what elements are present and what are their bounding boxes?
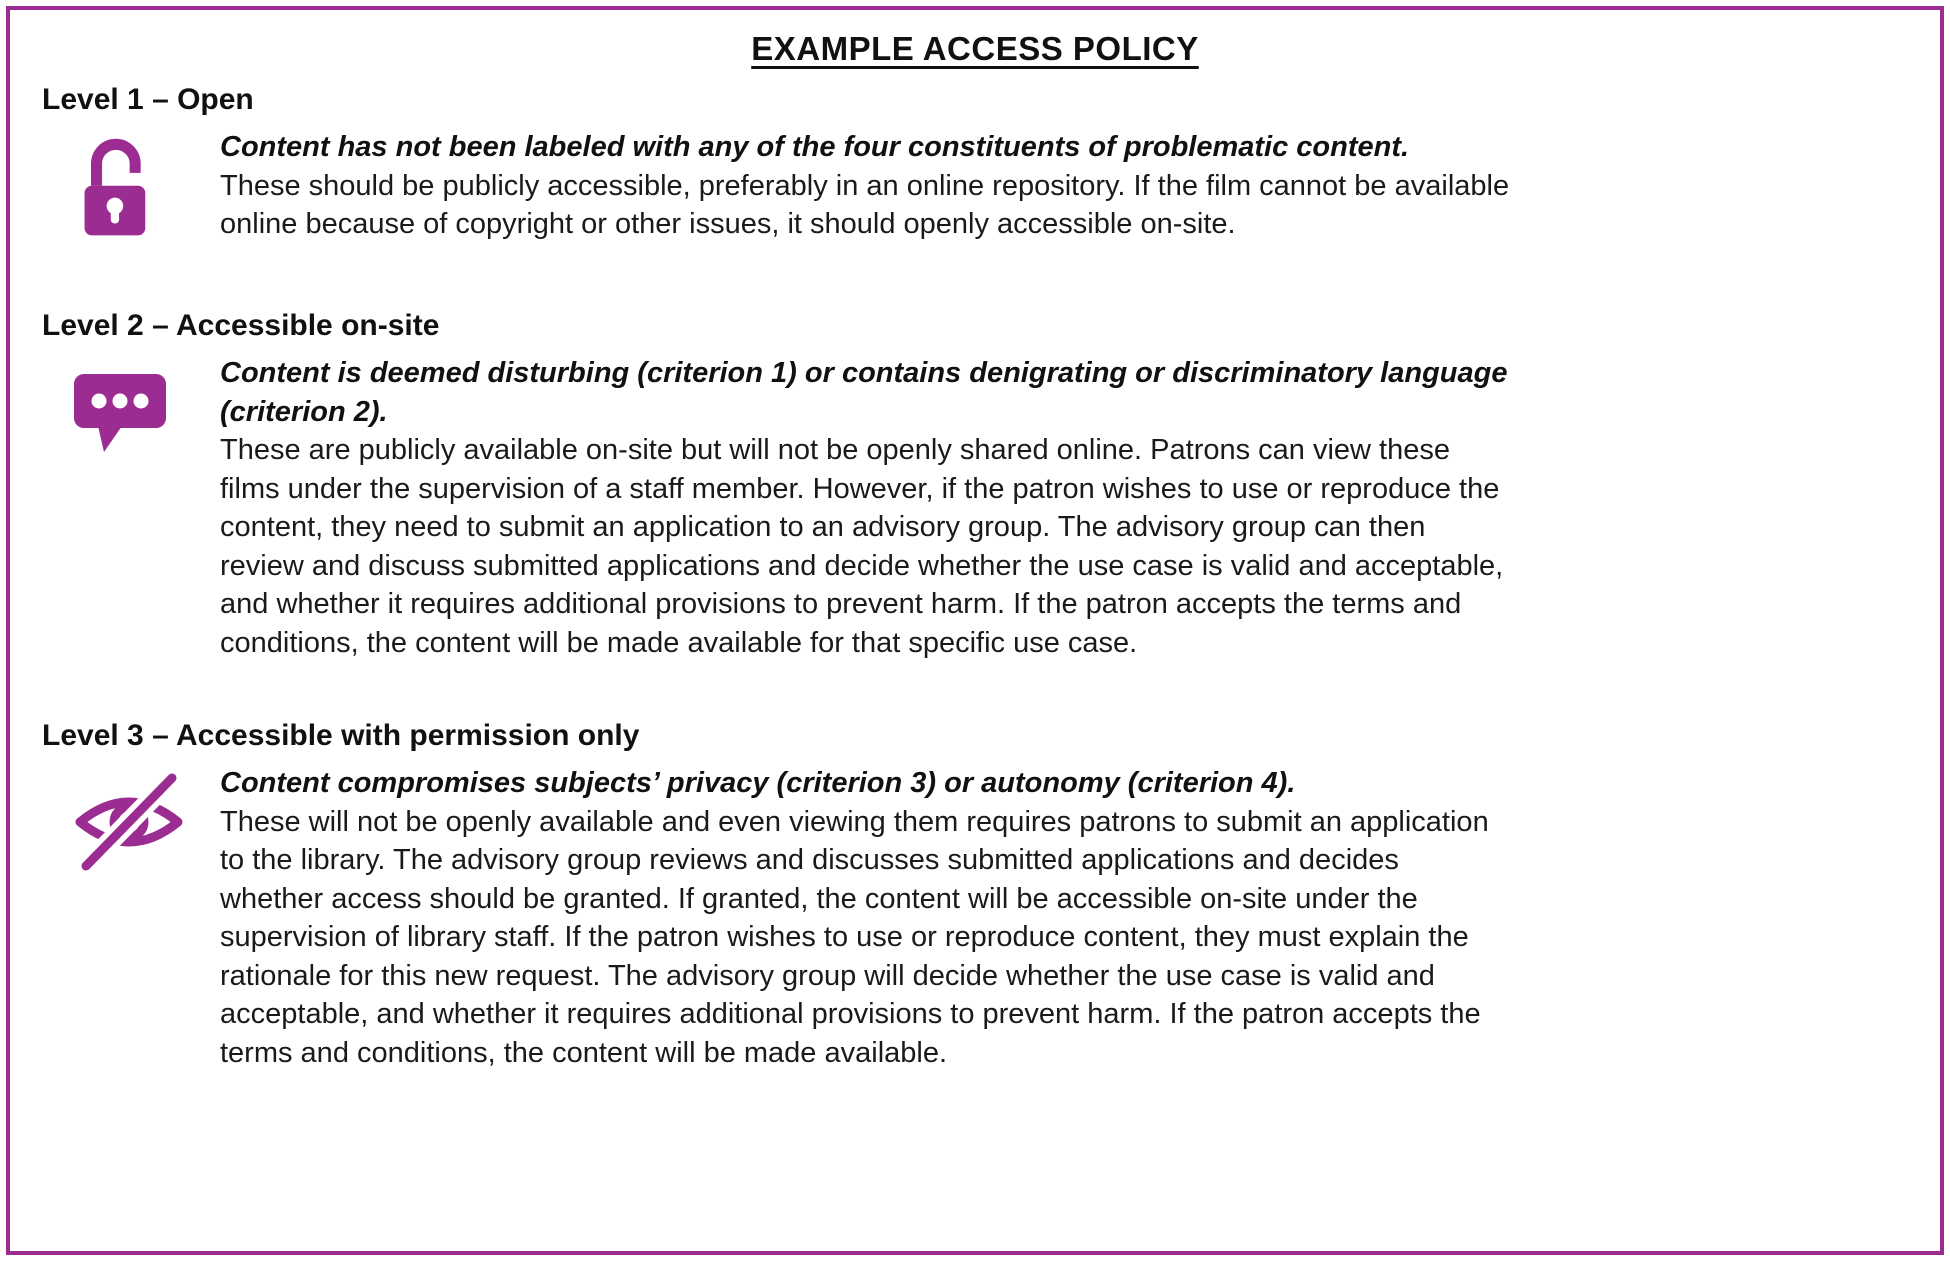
level-1-body: These should be publicly accessible, preferably in an online repository. If the film cannot be available online because of copyright or other issues, it should openly accessible on-site.	[220, 169, 1510, 240]
level-2-heading: Level 2 – Accessible on-site	[42, 309, 440, 342]
level-3-section	[10, 718, 1940, 1072]
level-1-lead: Content has not been labeled with any of the four constituents of problematic content.	[220, 131, 1410, 163]
policy-document-frame	[6, 6, 1944, 1255]
level-3-row	[10, 764, 1940, 1072]
level-2-text	[220, 354, 1540, 662]
level-3-lead: Content compromises subjects’ privacy (criterion 3) or autonomy (criterion 4).	[220, 767, 1296, 799]
page-title: EXAMPLE ACCESS POLICY	[751, 30, 1199, 67]
level-1-row	[10, 128, 1940, 252]
level-3-body: These will not be openly available and even viewing them requires patrons to submit an application to the library. The advisory group reviews and discusses submitted applications and decides whether access should be granted. If granted, the content will be accessible on-site under the supervision of library staff. If the patron wishes to use or reproduce content, they must explain the rationale for this new request. The advisory group will decide whether the use case is valid and acceptable, and whether it requires additional provisions to prevent harm. If the patron accepts the terms and conditions, the content will be made available.	[220, 805, 1489, 1069]
level-3-heading: Level 3 – Accessible with permission only	[42, 719, 640, 752]
level-2-row	[10, 354, 1940, 662]
level-3-text	[220, 764, 1540, 1072]
level-2-lead: Content is deemed disturbing (criterion 1) or contains denigrating or discriminatory language (criterion 2).	[220, 357, 1508, 428]
level-2-body: These are publicly available on-site but will not be openly shared online. Patrons can view these films under the supervision of a staff member. However, if the patron wishes to use or reproduce the content, they need to submit an application to an advisory group. The advisory group can then review and discuss submitted applications and decide whether the use case is valid and acceptable, and whether it requires additional provisions to prevent harm. If the patron accepts the terms and conditions, the content will be made available for that specific use case.	[220, 434, 1504, 659]
speech-bubble-icon	[10, 354, 220, 458]
level-1-heading: Level 1 – Open	[42, 83, 254, 116]
level-2-section	[10, 308, 1940, 662]
level-1-section	[10, 82, 1940, 252]
open-padlock-icon	[10, 128, 220, 252]
level-1-text	[220, 128, 1540, 244]
hidden-eye-icon	[10, 764, 220, 872]
